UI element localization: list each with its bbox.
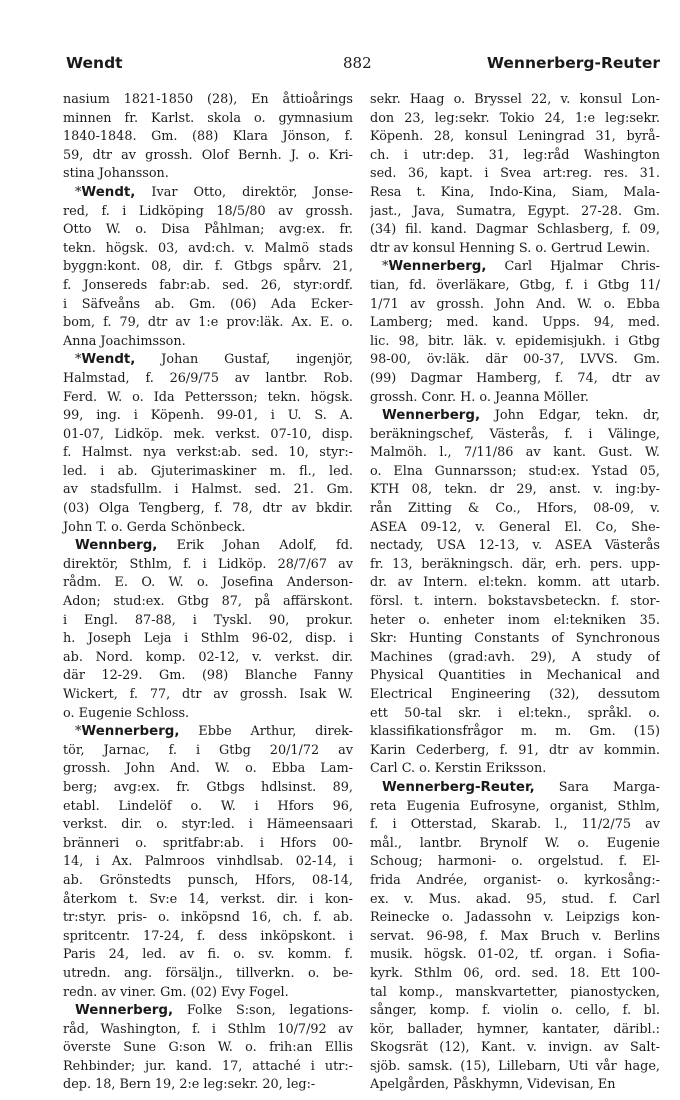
text-line: Köpenh. 28, konsul Leningrad 31, byrå- <box>370 129 660 145</box>
text-line: Skr: Hunting Constants of Synchronous <box>370 631 660 647</box>
text-line: Schoug; harmoni- o. orgelstud. f. El- <box>370 854 660 870</box>
text-line: KTH 08, tekn. dr 29, anst. v. ing:by- <box>370 482 660 498</box>
text-line: utredn. ang. försäljn., tillverkn. o. be- <box>63 965 353 981</box>
text-line: berg; avg:ex. fr. Gtbgs hdlsinst. 89, <box>63 779 353 795</box>
text-line: Adon; stud:ex. Gtbg 87, på affärskont. <box>63 594 353 610</box>
text-line: f. Halmst. nya verkst:ab. sed. 10, styr:- <box>63 445 353 461</box>
text-line: 98-00, öv:läk. där 00-37, LVVS. Gm. <box>370 352 660 368</box>
text-line: Otto W. o. Disa Påhlman; avg:ex. fr. <box>63 222 353 238</box>
text-line: nasium 1821-1850 (28), En åttioårings <box>63 92 353 107</box>
text-line: Paris 24, led. av fi. o. sv. komm. f. <box>63 947 353 963</box>
text-line: byggn:kont. 08, dir. f. Gtbgs spårv. 21, <box>63 259 353 275</box>
text-line: Ferd. W. o. Ida Pettersson; tekn. högsk. <box>63 389 353 405</box>
text-line: rådm. E. O. W. o. Josefina Anderson- <box>63 575 353 591</box>
text-line: stina Johansson. <box>63 166 169 182</box>
page-number: 882 <box>343 54 372 72</box>
text-line: kyrk. Sthlm 06, ord. sed. 18. Ett 100- <box>370 965 660 981</box>
text-line: 1/71 av grossh. John And. W. o. Ebba <box>370 296 660 312</box>
text-line: dtr av konsul Henning S. o. Gertrud Lewin. <box>370 240 651 256</box>
text-line: tekn. högsk. 03, avd:ch. v. Malmö stads <box>63 240 353 256</box>
text-line: Wennberg, Erik Johan Adolf, fd. <box>75 538 353 554</box>
text-line: direktör, Sthlm, f. i Lidköp. 28/7/67 av <box>63 556 353 572</box>
text-line: i Säfveåns ab. Gm. (06) Ada Ecker- <box>63 296 353 312</box>
right-column <box>370 91 660 1095</box>
text-line: fr. 13, beräkningsch. där, erh. pers. upp- <box>370 556 660 572</box>
text-line: ASEA 09-12, v. General El. Co, She- <box>370 519 660 535</box>
text-line: spritcentr. 17-24, f. dess inköpskont. i <box>63 928 353 944</box>
text-line: tr:styr. pris- o. inköpsnd 16, ch. f. ab. <box>63 910 353 926</box>
text-line: etabl. Lindelöf o. W. i Hfors 96, <box>63 798 353 814</box>
text-line: Lamberg; med. kand. Upps. 94, med. <box>370 315 660 331</box>
text-line: f. Jonsereds fabr:ab. sed. 26, styr:ordf. <box>63 277 353 293</box>
text-line: 99, ing. i Köpenh. 99-01, i U. S. A. <box>63 408 353 424</box>
text-line: tal komp., manskvartetter, pianostycken, <box>370 984 660 1000</box>
text-line: grossh. John And. W. o. Ebba Lam- <box>63 761 353 777</box>
text-line: av stadsfullm. i Halmst. sed. 21. Gm. <box>63 482 353 498</box>
text-line: (03) Olga Tengberg, f. 78, dtr av bkdir. <box>63 501 353 517</box>
text-line: o. Elna Gunnarsson; stud:ex. Ystad 05, <box>370 463 660 479</box>
text-line: don 23, leg:sekr. Tokio 24, 1:e leg:sekr. <box>370 110 660 126</box>
text-line: ett 50-tal skr. i el:tekn., språkl. o. <box>370 705 660 721</box>
text-line: bom, f. 79, dtr av 1:e prov:läk. Ax. E. o. <box>63 315 353 331</box>
text-line: sekr. Haag o. Bryssel 22, v. konsul Lon- <box>370 92 660 107</box>
text-line: kör, ballader, hymner, kantater, däribl.: <box>370 1021 660 1037</box>
text-line: led. i ab. Gjuterimaskiner m. fl., led. <box>63 463 353 479</box>
text-line: 59, dtr av grossh. Olof Bernh. J. o. Kri- <box>63 147 353 163</box>
text-line: nectady, USA 12-13, v. ASEA Västerås <box>370 538 660 554</box>
text-line: lic. 98, bitr. läk. v. epidemisjukh. i Gtbg <box>370 333 660 349</box>
text-line: klassifikationsfrågor m. m. Gm. (15) <box>370 724 660 740</box>
text-line: tian, fd. överläkare, Gtbg, f. i Gtbg 11/ <box>370 277 660 293</box>
text-line: bränneri o. spritfabr:ab. i Hfors 00- <box>63 835 353 851</box>
text-line: h. Joseph Leja i Sthlm 96-02, disp. i <box>63 631 353 647</box>
text-line: tör, Jarnac, f. i Gtbg 20/1/72 av <box>63 742 353 758</box>
text-line: grossh. Conr. H. o. Jeanna Möller. <box>370 389 589 405</box>
text-line: ab. Nord. komp. 02-12, v. verkst. dir. <box>63 649 353 665</box>
text-line: rån Zitting & Co., Hfors, 08-09, v. <box>370 501 660 517</box>
text-line: Machines (grad:avh. 29), A study of <box>370 649 660 665</box>
text-line: Apelgården, Påskhymn, Videvisan, En <box>370 1077 616 1093</box>
text-line: återkom t. Sv:e 14, verkst. dir. i kon- <box>63 891 353 907</box>
text-line: frida Andrée, organist- o. kyrkosång:- <box>370 872 660 888</box>
text-line: musik. högsk. 01-02, tf. organ. i Sofia- <box>370 947 660 963</box>
text-line: reta Eugenia Eufrosyne, organist, Sthlm, <box>370 798 660 814</box>
header-right-word: Wennerberg-Reuter <box>486 54 660 72</box>
text-line: beräkningschef, Västerås, f. i Välinge, <box>370 426 660 442</box>
text-line: ex. v. Mus. akad. 95, stud. f. Carl <box>370 891 660 907</box>
text-line: o. Eugenie Schloss. <box>63 705 190 721</box>
text-line: Rehbinder; jur. kand. 17, attaché i utr:- <box>63 1058 353 1074</box>
text-line: Physical Quantities in Mechanical and <box>370 668 660 684</box>
text-line: (99) Dagmar Hamberg, f. 74, dtr av <box>370 370 660 386</box>
text-line: Halmstad, f. 26/9/75 av lantbr. Rob. <box>63 370 353 386</box>
text-line: dr. av Intern. el:tekn. komm. att utarb. <box>370 575 660 591</box>
text-line: dep. 18, Bern 19, 2:e leg:sekr. 20, leg:- <box>63 1077 316 1093</box>
text-line: råd, Washington, f. i Sthlm 10/7/92 av <box>63 1021 353 1037</box>
running-header <box>66 54 660 78</box>
text-line: sjöb. samsk. (15), Lillebarn, Uti vår hage, <box>370 1058 660 1074</box>
text-line: red, f. i Lidköping 18/5/80 av grossh. <box>63 203 353 219</box>
text-line: *Wendt, Ivar Otto, direktör, Jonse- <box>75 184 353 200</box>
text-line: ch. i utr:dep. 31, leg:råd Washington <box>370 147 660 163</box>
text-line: 1840-1848. Gm. (88) Klara Jönson, f. <box>63 129 353 145</box>
text-line: redn. av viner. Gm. (02) Evy Fogel. <box>63 984 289 1000</box>
text-line: Karin Cederberg, f. 91, dtr av kommin. <box>370 742 660 758</box>
text-line: *Wendt, Johan Gustaf, ingenjör, <box>75 352 353 368</box>
text-line: Skogsrät (12), Kant. v. invign. av Salt- <box>370 1040 660 1056</box>
text-line: servat. 96-98, f. Max Bruch v. Berlins <box>370 928 660 944</box>
text-line: John T. o. Gerda Schönbeck. <box>63 519 246 535</box>
text-line: *Wennerberg, Ebbe Arthur, direk- <box>75 724 353 740</box>
text-line: Malmöh. l., 7/11/86 av kant. Gust. W. <box>370 445 660 461</box>
text-line: Electrical Engineering (32), dessutom <box>370 687 660 702</box>
text-line: Carl C. o. Kerstin Eriksson. <box>370 761 547 777</box>
text-line: heter o. enheter inom el:tekniken 35. <box>370 612 660 628</box>
text-line: försl. t. intern. bokstavsbeteckn. f. stor- <box>370 594 660 610</box>
text-line: minnen fr. Karlst. skola o. gymnasium <box>63 110 353 126</box>
text-line: verkst. dir. o. styr:led. i Hämeensaari <box>63 817 353 833</box>
text-line: ab. Grönstedts punsch, Hfors, 08-14, <box>63 872 353 888</box>
left-column <box>63 91 353 1095</box>
text-line: Wennerberg, John Edgar, tekn. dr, <box>382 408 660 424</box>
text-line: Anna Joachimsson. <box>63 333 186 349</box>
text-line: Resa t. Kina, Indo-Kina, Siam, Mala- <box>370 184 660 200</box>
text-line: Reinecke o. Jadassohn v. Leipzigs kon- <box>370 910 660 926</box>
text-line: f. i Otterstad, Skarab. l., 11/2/75 av <box>370 817 660 833</box>
text-line: Wickert, f. 77, dtr av grossh. Isak W. <box>63 687 353 702</box>
text-line: jast., Java, Sumatra, Egypt. 27-28. Gm. <box>370 203 660 219</box>
text-line: sed. 36, kapt. i Svea art:reg. res. 31. <box>370 166 660 182</box>
text-line: Wennerberg-Reuter, Sara Marga- <box>382 779 660 795</box>
text-line: Wennerberg, Folke S:son, legations- <box>75 1003 353 1019</box>
text-line: (34) fil. kand. Dagmar Schlasberg, f. 09, <box>370 222 660 238</box>
text-line: överste Sune G:son W. o. frih:an Ellis <box>63 1040 353 1056</box>
text-line: mål., lantbr. Brynolf W. o. Eugenie <box>370 835 660 851</box>
text-line: *Wennerberg, Carl Hjalmar Chris- <box>382 259 660 275</box>
header-left-word: Wendt <box>66 54 123 72</box>
text-line: där 12-29. Gm. (98) Blanche Fanny <box>63 668 353 684</box>
text-line: sånger, komp. f. violin o. cello, f. bl. <box>370 1003 660 1019</box>
text-line: i Engl. 87-88, i Tyskl. 90, prokur. <box>63 612 353 628</box>
text-line: 14, i Ax. Palmroos vinhdlsab. 02-14, i <box>63 854 353 870</box>
text-line: 01-07, Lidköp. mek. verkst. 07-10, disp. <box>63 426 353 442</box>
